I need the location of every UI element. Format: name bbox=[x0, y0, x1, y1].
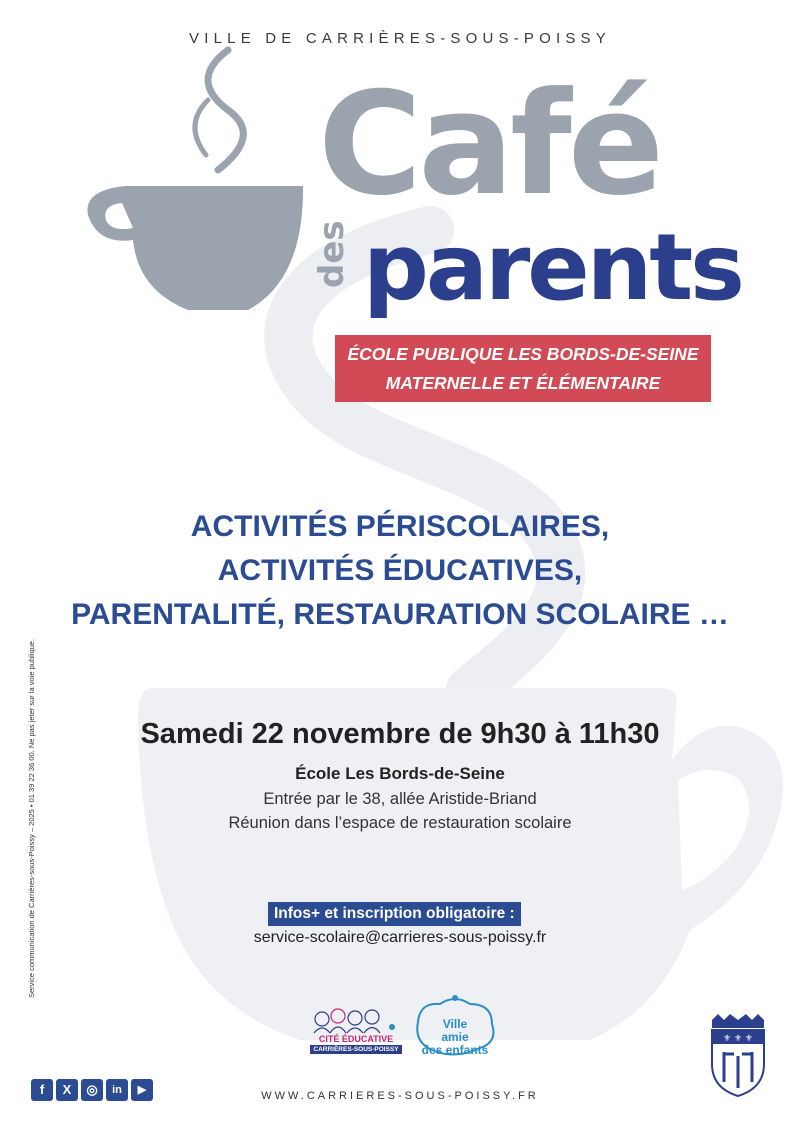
city-header: VILLE DE CARRIÈRES-SOUS-POISSY bbox=[189, 30, 611, 47]
school-banner bbox=[335, 335, 711, 402]
themes-list bbox=[0, 505, 800, 637]
title-des: des bbox=[312, 220, 352, 288]
event-address: Entrée par le 38, allée Aristide-Briand bbox=[263, 790, 537, 808]
facebook-icon[interactable]: f bbox=[31, 1079, 53, 1101]
theme-line: ACTIVITÉS PÉRISCOLAIRES, bbox=[190, 510, 610, 543]
city-crest-icon bbox=[708, 1012, 768, 1098]
school-banner-line1: ÉCOLE PUBLIQUE LES BORDS-DE-SEINE bbox=[347, 344, 699, 364]
ville-amie-text bbox=[415, 1018, 495, 1057]
info-badge: Infos+ et inscription obligatoire : bbox=[268, 902, 521, 926]
svg-text:⚜ ⚜ ⚜: ⚜ ⚜ ⚜ bbox=[723, 1034, 753, 1044]
instagram-icon[interactable]: ◎ bbox=[81, 1079, 103, 1101]
linkedin-icon[interactable]: in bbox=[106, 1079, 128, 1101]
ville-amie-line3: des enfants bbox=[421, 1043, 489, 1057]
x-icon[interactable]: X bbox=[56, 1079, 78, 1101]
website-link[interactable]: WWW.CARRIERES-SOUS-POISSY.FR bbox=[261, 1090, 539, 1102]
ville-amie-line1: Ville bbox=[442, 1017, 468, 1031]
theme-line: ACTIVITÉS ÉDUCATIVES, bbox=[217, 554, 583, 587]
cite-educative-subtitle: CARRIÈRES-SOUS-POISSY bbox=[310, 1045, 402, 1054]
title-cafe: Café bbox=[318, 62, 661, 227]
theme-line: PARENTALITÉ, RESTAURATION SCOLAIRE … bbox=[71, 598, 729, 631]
event-date: Samedi 22 novembre de 9h30 à 11h30 bbox=[140, 718, 660, 750]
title-parents: parents bbox=[363, 214, 742, 321]
contact-email-link[interactable]: service-scolaire@carrieres-sous-poissy.fr bbox=[253, 929, 547, 946]
print-legal-note: Service communication de Carrières-sous-Poissy – 2025 • 01 39 22 36 00. Ne pas jeter sur la voie publique. bbox=[27, 638, 36, 998]
youtube-icon[interactable]: ▶ bbox=[131, 1079, 153, 1101]
event-venue: École Les Bords-de-Seine bbox=[295, 764, 505, 783]
school-banner-line2: MATERNELLE ET ÉLÉMENTAIRE bbox=[385, 373, 661, 393]
event-meeting-place: Réunion dans l’espace de restauration scolaire bbox=[228, 814, 572, 832]
coffee-cup-icon bbox=[78, 40, 318, 320]
ville-amie-line2: amie bbox=[441, 1030, 469, 1044]
cite-educative-title: CITÉ ÉDUCATIVE bbox=[318, 1034, 394, 1044]
